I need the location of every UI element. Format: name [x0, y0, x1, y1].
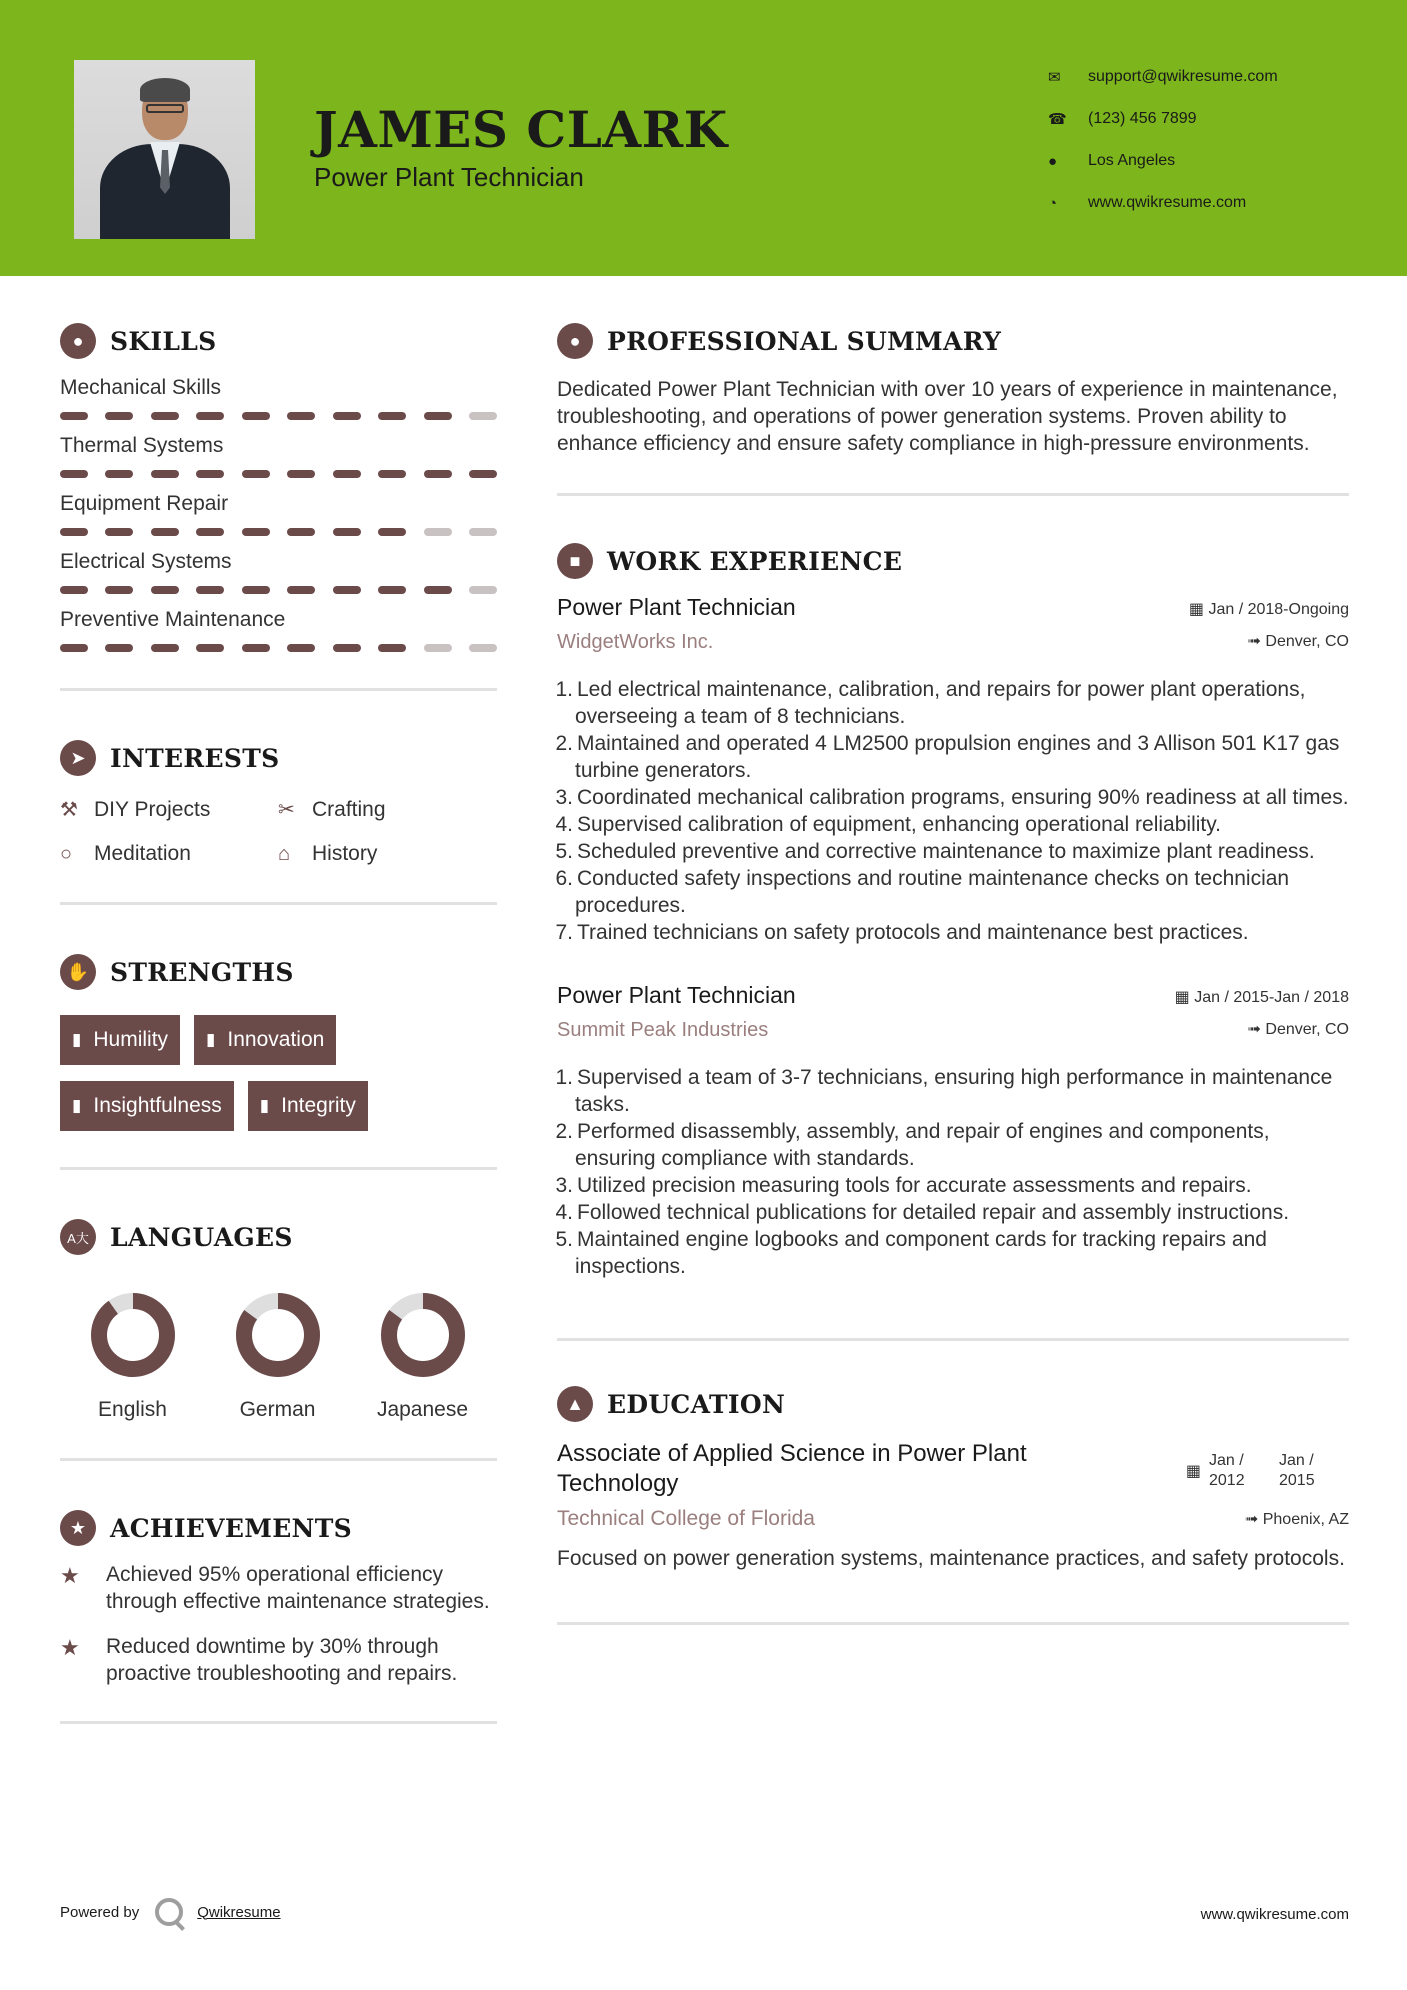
skill-level-segment	[242, 644, 270, 652]
skill-level-segment	[378, 412, 406, 420]
powered-by-text: Powered by	[60, 1903, 140, 1921]
wrench-icon: ⚒	[60, 799, 78, 821]
language-name: English	[98, 1398, 167, 1421]
interest-item	[278, 797, 496, 822]
skill-item	[60, 434, 497, 478]
education-location: ➟ Phoenix, AZ	[1244, 1511, 1349, 1528]
pin-icon: ➟	[1247, 633, 1266, 650]
skill-level-segment	[287, 586, 315, 594]
job-entry	[557, 594, 1349, 946]
contact-email[interactable]	[1048, 56, 1278, 98]
pin-icon: ➟	[1244, 1511, 1263, 1528]
skill-level-segment	[242, 586, 270, 594]
skill-level-segment	[333, 470, 361, 478]
calendar-icon: ▦	[1185, 1463, 1201, 1480]
language-item	[350, 1290, 495, 1422]
language-name: German	[239, 1398, 316, 1421]
section-divider	[60, 902, 497, 905]
skill-level-segment	[60, 644, 88, 652]
globe-icon: ◔	[1048, 194, 1058, 212]
job-bullet: 7. Trained technicians on safety protocols and maintenance best practices.	[555, 921, 1249, 944]
graduation-cap-icon: ▲	[557, 1386, 593, 1422]
job-bullet: 6. Conducted safety inspections and routine maintenance checks on technician procedures.	[555, 867, 1290, 917]
strength-chip	[194, 1015, 336, 1065]
contact-list	[1048, 56, 1278, 224]
skill-name: Preventive Maintenance	[60, 608, 286, 631]
skill-level-segment	[105, 470, 133, 478]
section-divider	[60, 688, 497, 691]
experience-heading	[557, 540, 1349, 582]
skill-level-segment	[469, 644, 497, 652]
candidate-name: JAMES CLARK	[314, 100, 728, 159]
job-location: ➟ Denver, CO	[1247, 633, 1349, 650]
job-bullet: 5. Maintained engine logbooks and component cards for tracking repairs and inspections.	[555, 1228, 1267, 1278]
footer-url[interactable]: www.qwikresume.com	[1200, 1906, 1349, 1923]
briefcase-icon: ■	[557, 543, 593, 579]
skill-level-segment	[242, 470, 270, 478]
job-company: Summit Peak Industries	[557, 1019, 769, 1041]
education-dates: ▦ Jan / 2012 Jan / 2015	[1185, 1452, 1315, 1489]
skill-level-segment	[469, 412, 497, 420]
job-bullet: 4. Followed technical publications for detailed repair and assembly instructions.	[555, 1201, 1290, 1224]
skill-level-segment	[196, 412, 224, 420]
skill-level-segment	[242, 412, 270, 420]
skill-level-bar	[60, 586, 497, 594]
skill-level-segment	[105, 644, 133, 652]
job-bullet: 2. Maintained and operated 4 LM2500 propulsion engines and 3 Allison 501 K17 gas turbine generators.	[555, 732, 1340, 782]
skill-name: Mechanical Skills	[60, 376, 222, 399]
skills-list	[60, 376, 497, 652]
skill-name: Equipment Repair	[60, 492, 229, 515]
interests-heading	[60, 737, 497, 779]
interest-item	[60, 797, 278, 822]
skills-title: SKILLS	[110, 326, 217, 356]
education-heading	[557, 1383, 1349, 1425]
skill-level-segment	[60, 586, 88, 594]
skill-item	[60, 608, 497, 652]
interest-label: Crafting	[312, 797, 386, 821]
contact-phone[interactable]	[1048, 98, 1278, 140]
skill-level-segment	[333, 528, 361, 536]
skill-level-segment	[378, 528, 406, 536]
job-bullet: 1. Supervised a team of 3-7 technicians, ensuring high performance in maintenance tasks.	[555, 1066, 1333, 1116]
job-bullet: 2. Performed disassembly, assembly, and repair of engines and components, ensuring compliance with standards.	[555, 1120, 1270, 1170]
job-bullets	[557, 1064, 1349, 1280]
skill-level-segment	[151, 644, 179, 652]
skill-name: Thermal Systems	[60, 434, 224, 457]
calendar-icon: ▦	[1188, 601, 1209, 618]
section-divider	[60, 1721, 497, 1724]
summary-heading	[557, 320, 1349, 362]
skill-level-segment	[196, 586, 224, 594]
language-level-ring	[233, 1290, 323, 1380]
skill-item	[60, 492, 497, 536]
achievement-text: Achieved 95% operational efficiency through effective maintenance strategies.	[106, 1563, 490, 1613]
contact-location-text: Los Angeles	[1088, 152, 1176, 169]
language-ring-fill	[99, 1301, 167, 1369]
education-description: Focused on power generation systems, maintenance practices, and safety protocols.	[557, 1547, 1345, 1570]
strength-chip	[60, 1081, 234, 1131]
left-column	[60, 320, 497, 1724]
skill-level-segment	[333, 412, 361, 420]
section-divider	[557, 1622, 1349, 1625]
interest-label: DIY Projects	[94, 797, 211, 821]
lightbulb-icon: ●	[60, 323, 96, 359]
strength-label: Innovation	[227, 1028, 325, 1051]
job-bullet: 3. Utilized precision measuring tools for accurate assessments and repairs.	[555, 1174, 1252, 1197]
skill-level-segment	[333, 644, 361, 652]
achievement-text: Reduced downtime by 30% through proactive troubleshooting and repairs.	[106, 1635, 458, 1685]
achievements-heading	[60, 1507, 497, 1549]
strength-label: Humility	[93, 1028, 169, 1051]
skill-level-segment	[378, 470, 406, 478]
skill-level-segment	[424, 586, 452, 594]
skill-level-segment	[60, 528, 88, 536]
interests-list	[60, 797, 497, 866]
job-title: Power Plant Technician	[557, 594, 796, 620]
skill-level-segment	[469, 470, 497, 478]
contact-website-text: www.qwikresume.com	[1088, 194, 1247, 211]
interest-label: Meditation	[94, 842, 191, 865]
skill-level-segment	[424, 412, 452, 420]
candidate-title: Power Plant Technician	[314, 162, 584, 192]
paper-plane-icon: ➤	[60, 740, 96, 776]
skill-level-segment	[196, 470, 224, 478]
strength-label: Integrity	[281, 1094, 356, 1117]
language-level-ring	[378, 1290, 468, 1380]
job-title: Power Plant Technician	[557, 982, 796, 1008]
interests-title: INTERESTS	[110, 743, 280, 773]
experience-title: WORK EXPERIENCE	[607, 546, 903, 576]
education-degree: Associate of Applied Science in Power Plant Technology	[557, 1440, 1027, 1497]
book-icon: ▮	[72, 1096, 82, 1115]
interest-item	[60, 842, 278, 866]
contact-email-text: support@qwikresume.com	[1088, 68, 1278, 85]
section-divider	[557, 1338, 1349, 1341]
strength-chip	[248, 1081, 368, 1131]
skill-level-bar	[60, 470, 497, 478]
skill-level-segment	[196, 528, 224, 536]
book-icon: ▮	[206, 1030, 216, 1049]
skill-level-segment	[60, 412, 88, 420]
skill-level-segment	[424, 528, 452, 536]
skill-level-segment	[287, 644, 315, 652]
job-dates: ▦ Jan / 2015-Jan / 2018	[1174, 989, 1349, 1006]
book-icon: ▮	[72, 1030, 82, 1049]
languages-list	[60, 1290, 497, 1422]
job-bullet: 1. Led electrical maintenance, calibration, and repairs for power plant operations, overseeing a team of 8 technicians.	[555, 678, 1306, 728]
achievement-item	[60, 1561, 497, 1615]
skills-heading	[60, 320, 497, 362]
resume-header	[0, 0, 1407, 276]
summary-text: Dedicated Power Plant Technician with over 10 years of experience in maintenance, troubleshooting, and operations of power generation systems. Proven ability to enhance efficiency and ensure safety compliance in high-pressure environments.	[557, 378, 1338, 455]
interest-label: History	[312, 842, 378, 865]
skill-level-segment	[333, 586, 361, 594]
education-school: Technical College of Florida	[557, 1507, 815, 1530]
museum-icon: ⌂	[278, 842, 291, 865]
job-entry	[557, 982, 1349, 1280]
job-location: ➟ Denver, CO	[1247, 1021, 1349, 1038]
star-badge-icon: ★	[60, 1510, 96, 1546]
circle-icon: ○	[60, 842, 73, 865]
map-pin-icon: ●	[1048, 152, 1058, 170]
section-divider	[60, 1458, 497, 1461]
contact-location	[1048, 140, 1278, 182]
skill-item	[60, 550, 497, 594]
achievement-item	[60, 1633, 497, 1687]
interest-item	[278, 842, 496, 866]
qwikresume-logo-icon	[155, 1898, 183, 1926]
skill-level-segment	[378, 644, 406, 652]
phone-icon: ☎	[1048, 111, 1067, 128]
scissors-icon: ✂	[278, 799, 295, 821]
calendar-icon: ▦	[1174, 989, 1195, 1006]
skill-level-bar	[60, 412, 497, 420]
language-item	[60, 1290, 205, 1422]
achievements-title: ACHIEVEMENTS	[110, 1513, 352, 1543]
profile-photo	[74, 60, 255, 239]
skill-level-segment	[60, 470, 88, 478]
skill-level-segment	[424, 470, 452, 478]
pin-icon: ➟	[1247, 1021, 1266, 1038]
user-icon: ●	[557, 323, 593, 359]
job-bullet: 4. Supervised calibration of equipment, enhancing operational reliability.	[555, 813, 1222, 836]
skill-level-segment	[151, 528, 179, 536]
skill-level-segment	[151, 412, 179, 420]
language-item	[205, 1290, 350, 1422]
footer-branding	[60, 1898, 281, 1926]
section-divider	[557, 493, 1349, 496]
skill-level-segment	[287, 528, 315, 536]
job-dates: ▦ Jan / 2018-Ongoing	[1188, 601, 1349, 618]
contact-website[interactable]	[1048, 182, 1278, 224]
skill-level-segment	[469, 528, 497, 536]
skill-level-segment	[105, 412, 133, 420]
skill-level-bar	[60, 528, 497, 536]
contact-phone-text: (123) 456 7899	[1088, 110, 1197, 127]
skill-level-segment	[378, 586, 406, 594]
strength-chip	[60, 1015, 180, 1065]
job-company: WidgetWorks Inc.	[557, 631, 714, 653]
envelope-icon: ✉	[1048, 69, 1061, 86]
skill-level-segment	[287, 412, 315, 420]
language-name: Japanese	[376, 1398, 469, 1421]
languages-heading	[60, 1216, 497, 1258]
language-level-ring	[88, 1290, 178, 1380]
strength-label: Insightfulness	[93, 1094, 222, 1117]
skill-level-segment	[242, 528, 270, 536]
skill-level-segment	[105, 528, 133, 536]
book-icon: ▮	[259, 1096, 270, 1115]
star-icon: ★	[60, 1563, 80, 1588]
job-bullet: 3. Coordinated mechanical calibration programs, ensuring 90% readiness at all times.	[555, 786, 1349, 809]
skill-level-bar	[60, 644, 497, 652]
skill-level-segment	[469, 586, 497, 594]
skill-level-segment	[151, 586, 179, 594]
strengths-title: STRENGTHS	[110, 957, 294, 987]
star-icon: ★	[60, 1635, 80, 1660]
job-bullet: 5. Scheduled preventive and corrective maintenance to maximize plant readiness.	[555, 840, 1315, 863]
job-bullets	[557, 676, 1349, 946]
skill-item	[60, 376, 497, 420]
strengths-list	[60, 1015, 497, 1131]
language-icon: A大	[60, 1219, 96, 1255]
right-column	[557, 320, 1349, 1625]
languages-title: LANGUAGES	[110, 1222, 293, 1252]
skill-level-segment	[151, 470, 179, 478]
section-divider	[60, 1167, 497, 1170]
skill-level-segment	[196, 644, 224, 652]
skill-level-segment	[105, 586, 133, 594]
summary-title: PROFESSIONAL SUMMARY	[607, 326, 1002, 356]
qwikresume-link[interactable]: Qwikresume	[197, 1903, 281, 1921]
skill-name: Electrical Systems	[60, 550, 232, 573]
strengths-heading	[60, 951, 497, 993]
fist-icon: ✋	[60, 954, 96, 990]
skill-level-segment	[287, 470, 315, 478]
education-title: EDUCATION	[607, 1389, 786, 1419]
skill-level-segment	[424, 644, 452, 652]
